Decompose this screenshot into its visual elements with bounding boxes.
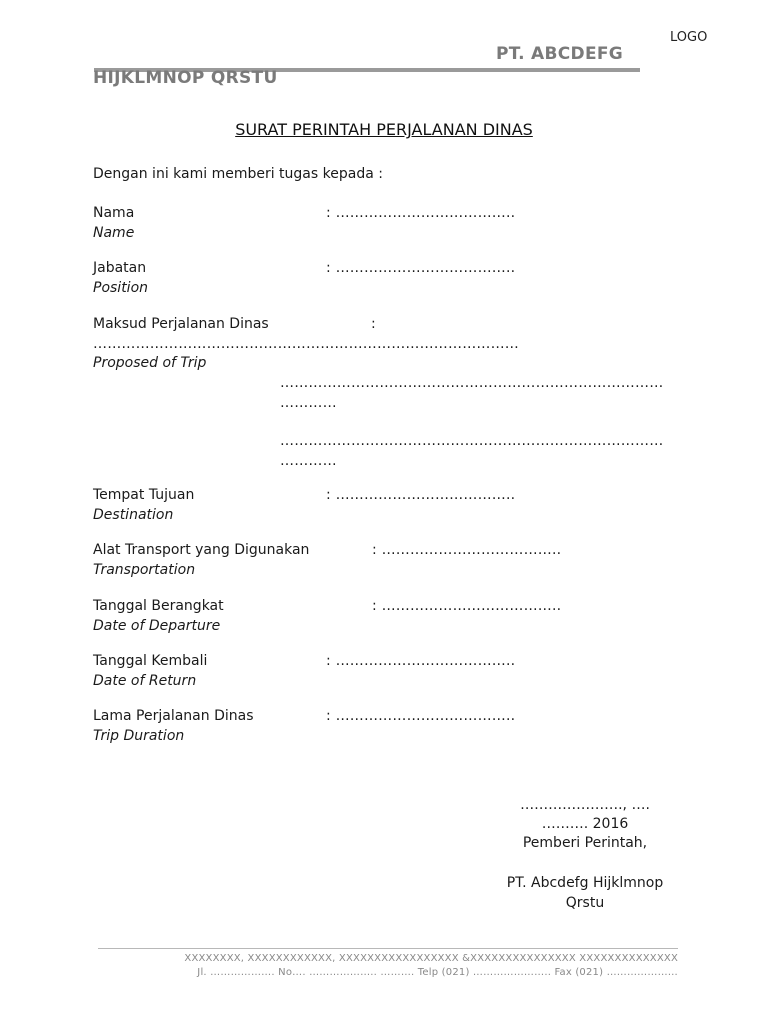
field-label-lama: Lama Perjalanan Dinas [93, 708, 254, 724]
field-label-en-position: Position [93, 280, 149, 296]
field-label-berangkat: Tanggal Berangkat [93, 598, 224, 614]
field-label-en-proposed: Proposed of Trip [93, 355, 207, 371]
company-name-line2: HIJKLMNOP QRSTU [93, 68, 278, 88]
field-label-en-departure: Date of Departure [93, 618, 221, 634]
field-label-maksud: Maksud Perjalanan Dinas [93, 316, 269, 332]
field-label-transport: Alat Transport yang Digunakan [93, 542, 310, 558]
field-value-maksud-line2: ……………………………………………………………………… [280, 375, 664, 391]
field-label-nama: Nama [93, 205, 135, 221]
intro-text: Dengan ini kami memberi tugas kepada : [93, 166, 383, 182]
field-value-berangkat: : ……………………………….. [372, 598, 562, 614]
signature-date-year: ………. 2016 [541, 816, 629, 832]
field-label-tujuan: Tempat Tujuan [93, 487, 195, 503]
footer-divider [98, 948, 678, 949]
field-label-en-return: Date of Return [93, 673, 197, 689]
signature-company-line2: Qrstu [565, 895, 605, 911]
signature-role: Pemberi Perintah, [522, 835, 648, 851]
signature-place-date: …………………., …. [520, 797, 650, 813]
signature-company: PT. Abcdefg Hijklmnop [506, 875, 664, 891]
field-value-maksud-line1: ……………………………………………………………………………… [93, 336, 519, 352]
field-value-transport: : ……………………………….. [372, 542, 562, 558]
field-value-maksud-line3: ……………………………………………………………………… [280, 433, 664, 449]
field-label-en-destination: Destination [93, 507, 174, 523]
field-label-kembali: Tanggal Kembali [93, 653, 208, 669]
field-value-lama: : ……………………………….. [326, 708, 516, 724]
field-value-maksud-line3b: ………… [280, 453, 337, 469]
field-label-en-duration: Trip Duration [93, 728, 185, 744]
field-label-en-name: Name [93, 225, 135, 241]
field-value-tujuan: : ……………………………….. [326, 487, 516, 503]
footer-address-line1: XXXXXXXX, XXXXXXXXXXXX, XXXXXXXXXXXXXXXXX &XXXXXXXXXXXXXXX XXXXXXXXXXXXXX [184, 953, 678, 964]
company-name: PT. ABCDEFG [496, 44, 624, 64]
field-label-en-transportation: Transportation [93, 562, 196, 578]
field-value-maksud-line2b: ………… [280, 395, 337, 411]
field-value-nama: : ……………………………….. [326, 205, 516, 221]
document-title: SURAT PERINTAH PERJALANAN DINAS [235, 120, 533, 139]
field-label-jabatan: Jabatan [93, 260, 147, 276]
logo-placeholder: LOGO [670, 30, 708, 45]
field-value-jabatan: : ……………………………….. [326, 260, 516, 276]
field-value-kembali: : ……………………………….. [326, 653, 516, 669]
footer-address-line2: Jl. ………………. No…. ……………….. ………. Telp (021) ………………….. Fax (021) ………………… [197, 967, 678, 978]
field-colon-maksud: : [371, 316, 376, 332]
